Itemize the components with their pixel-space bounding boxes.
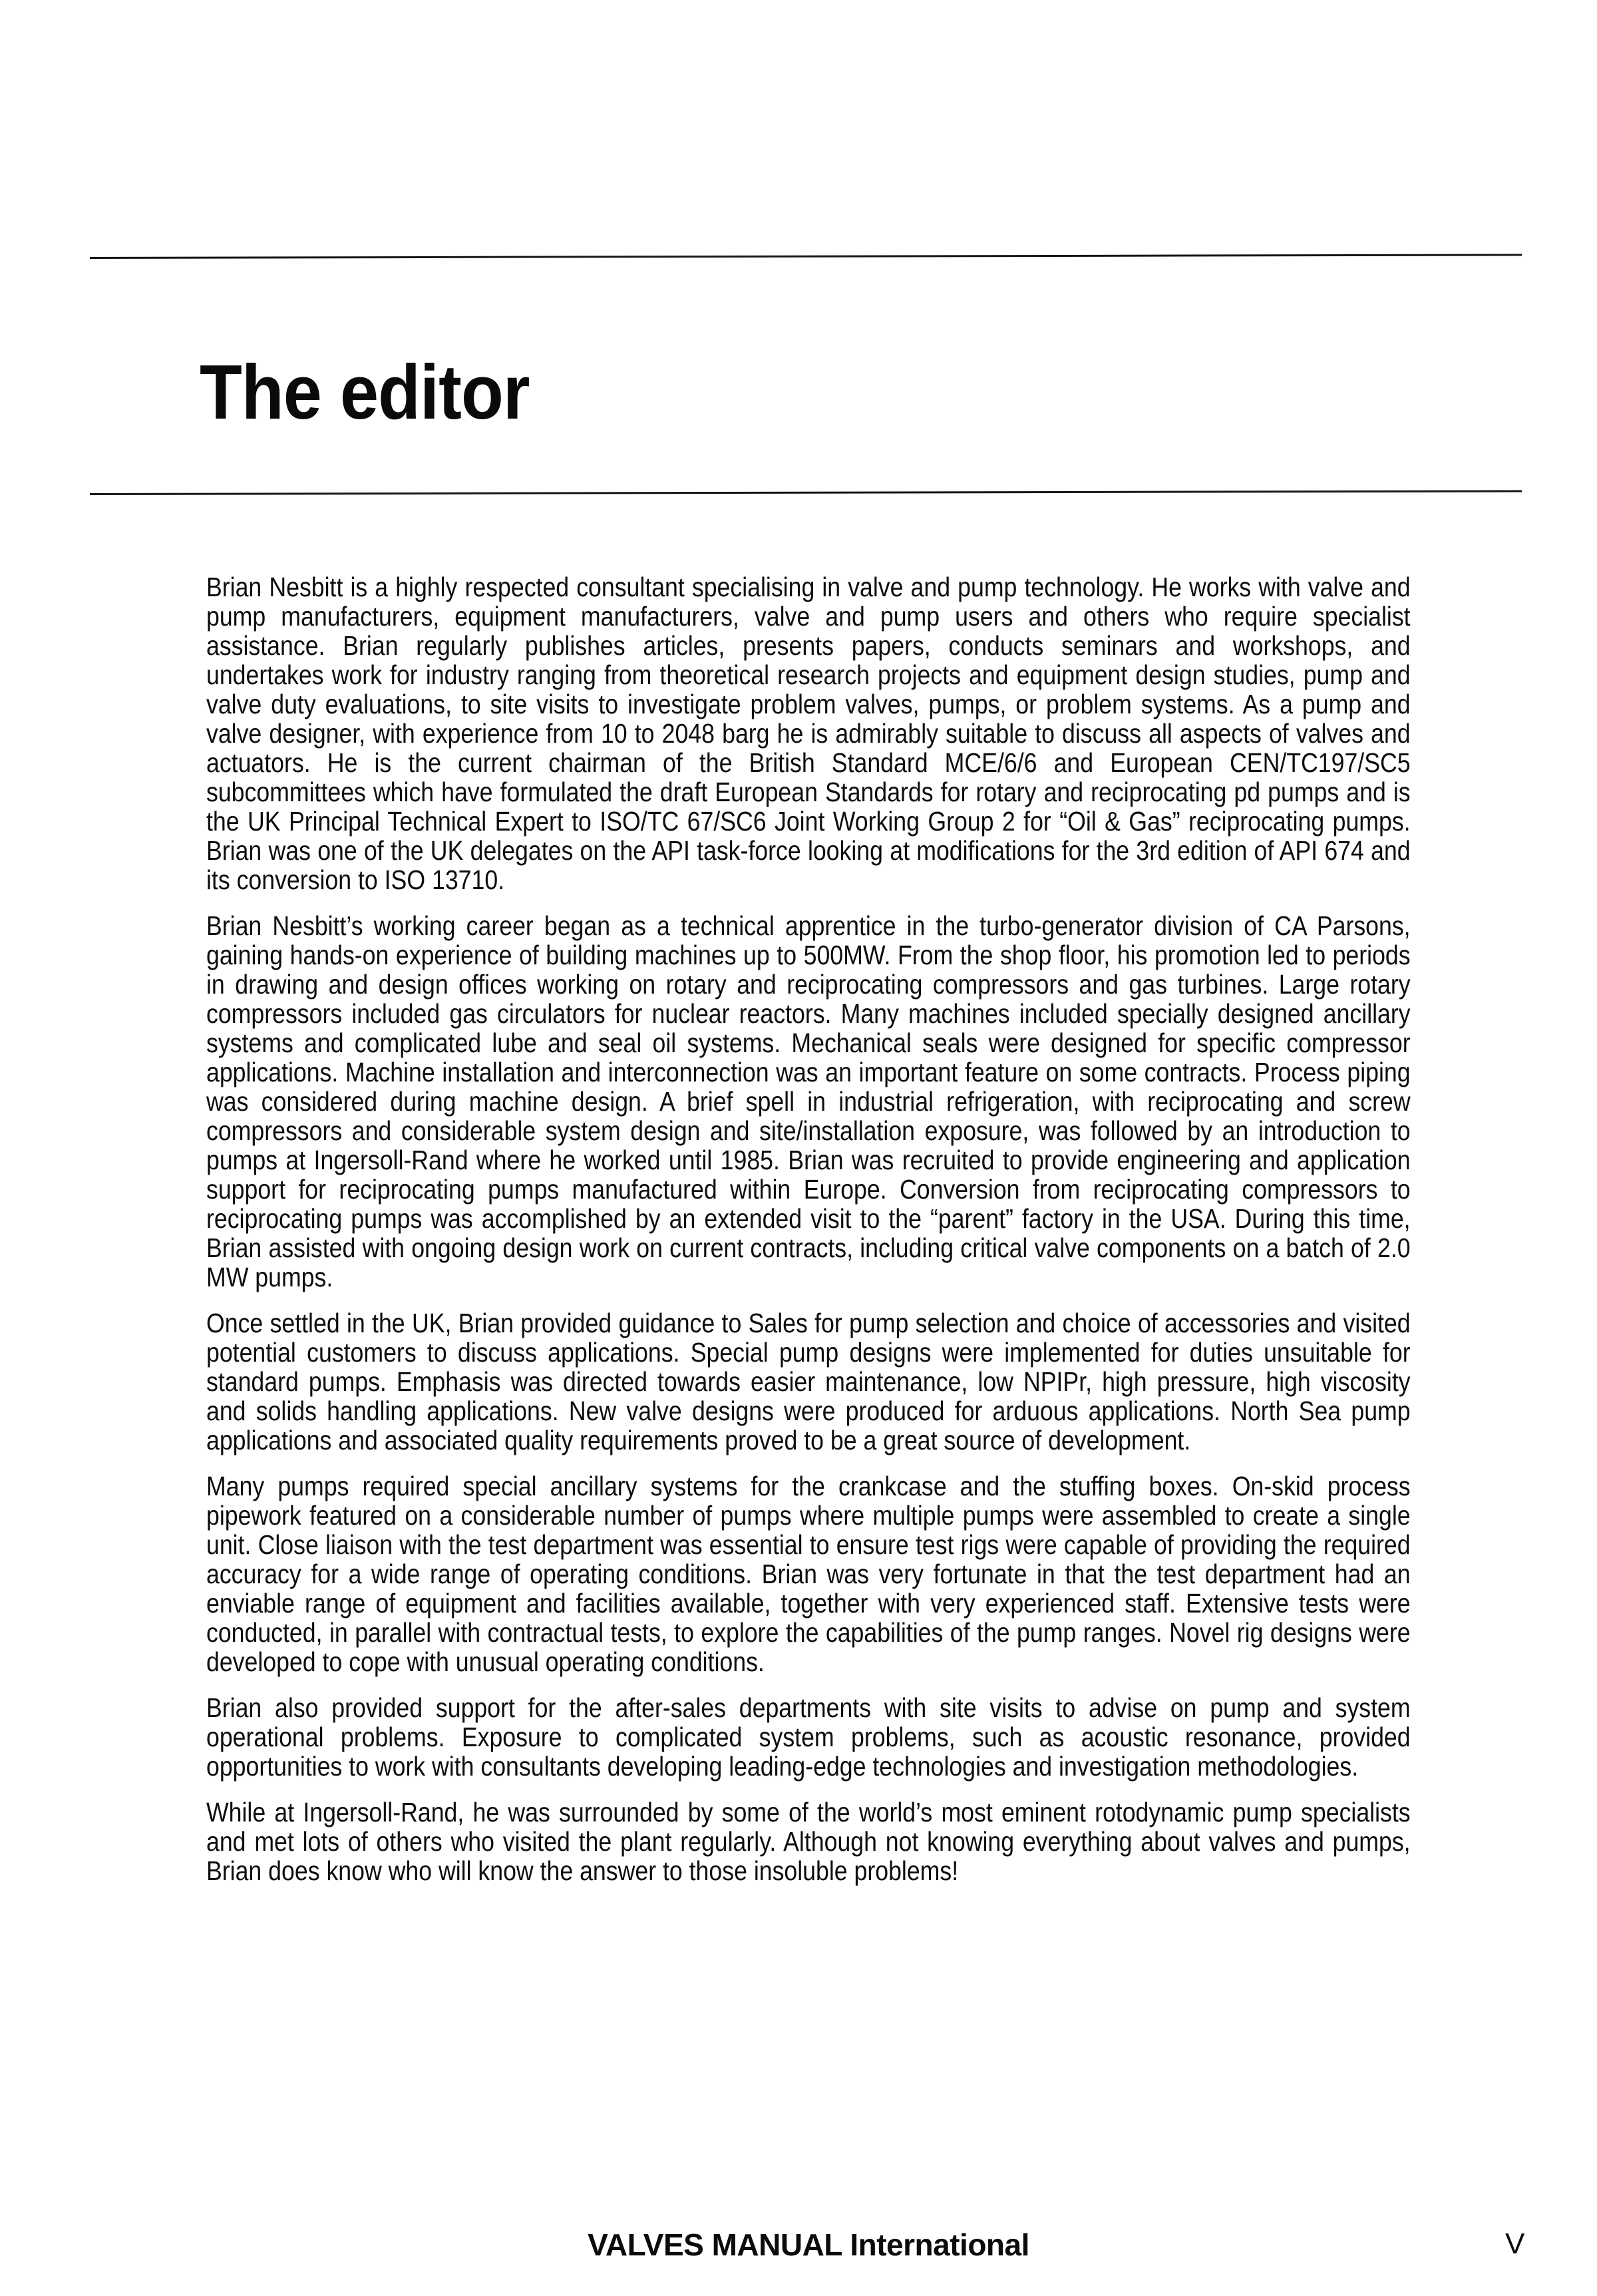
page-title: The editor: [200, 349, 530, 435]
title-rule: [90, 490, 1522, 495]
page-number: V: [1505, 2227, 1525, 2260]
biography-paragraph: Brian also provided support for the after-sales departments with site visits to advise on pump and system operational problems. Exposure to complicated system problems, such as acoustic resonance, provided opportunities to work with consultants developing leading-edge technologies and investigation methodologies.: [206, 1692, 1411, 1782]
footer-book-title: VALVES MANUAL International: [588, 2227, 1029, 2262]
biography-paragraph: Brian Nesbitt’s working career began as a technical apprentice in the turbo-generator division of CA Parsons, gaining hands-on experience of building machines up to 500MW. From the shop floor, his promotion led to periods in drawing and design offices working on rotary and reciprocating compressors and gas turbines. Large rotary compressors included gas circulators for nuclear reactors. Many machines included specially designed ancillary systems and complicated lube and seal oil systems. Mechanical seals were designed for specific compressor applications. Machine installation and interconnection was an important feature on some contracts. Process piping was considered during machine design. A brief spell in industrial refrigeration, with reciprocating and screw compressors and considerable system design and site/installation exposure, was followed by an introduction to pumps at Ingersoll-Rand where he worked until 1985. Brian was recruited to provide engineering and application support for reciprocating pumps manufactured within Europe. Conversion from reciprocating compressors to reciprocating pumps was accomplished by an extended visit to the “parent” factory in the USA. During this time, Brian assisted with ongoing design work on current contracts, including critical valve components on a batch of 2.0 MW pumps.: [206, 910, 1411, 1292]
biography-paragraph: Many pumps required special ancillary systems for the crankcase and the stuffing boxes. On-skid process pipework featured on a considerable number of pumps where multiple pumps were assembled to create a single unit. Close liaison with the test department was essential to ensure test rigs were capable of providing the required accuracy for a wide range of operating conditions. Brian was very fortunate in that the test department had an enviable range of equipment and facilities available, together with very experienced staff. Extensive tests were conducted, in parallel with contractual tests, to explore the capabilities of the pump ranges. Novel rig designs were developed to cope with unusual operating conditions.: [206, 1471, 1411, 1677]
top-rule: [90, 254, 1522, 259]
biography-paragraph: While at Ingersoll-Rand, he was surrounded by some of the world’s most eminent rotodynamic pump specialists and met lots of others who visited the plant regularly. Although not knowing everything about valves and pumps, Brian does know who will know the answer to those insoluble problems!: [206, 1797, 1411, 1886]
biography-paragraph: Brian Nesbitt is a highly respected consultant specialising in valve and pump technology. He works with valve and pump manufacturers, equipment manufacturers, valve and pump users and others who require specialist assistance. Brian regularly publishes articles, presents papers, conducts seminars and workshops, and undertakes work for industry ranging from theoretical research projects and equipment design studies, pump and valve duty evaluations, to site visits to investigate problem valves, pumps, or problem systems. As a pump and valve designer, with experience from 10 to 2048 barg he is admirably suitable to discuss all aspects of valves and actuators. He is the current chairman of the British Standard MCE/6/6 and European CEN/TC197/SC5 subcommittees which have formulated the draft European Standards for rotary and reciprocating pd pumps and is the UK Principal Technical Expert to ISO/TC 67/SC6 Joint Working Group 2 for “Oil & Gas” reciprocating pumps. Brian was one of the UK delegates on the API task-force looking at modifications for the 3rd edition of API 674 and its conversion to ISO 13710.: [206, 572, 1411, 895]
biography-text: [206, 572, 1411, 1902]
biography-paragraph: Once settled in the UK, Brian provided guidance to Sales for pump selection and choice of accessories and visited potential customers to discuss applications. Special pump designs were implemented for duties unsuitable for standard pumps. Emphasis was directed towards easier maintenance, low NPIPr, high pressure, high viscosity and solids handling applications. New valve designs were produced for arduous applications. North Sea pump applications and associated quality requirements proved to be a great source of development.: [206, 1308, 1411, 1455]
